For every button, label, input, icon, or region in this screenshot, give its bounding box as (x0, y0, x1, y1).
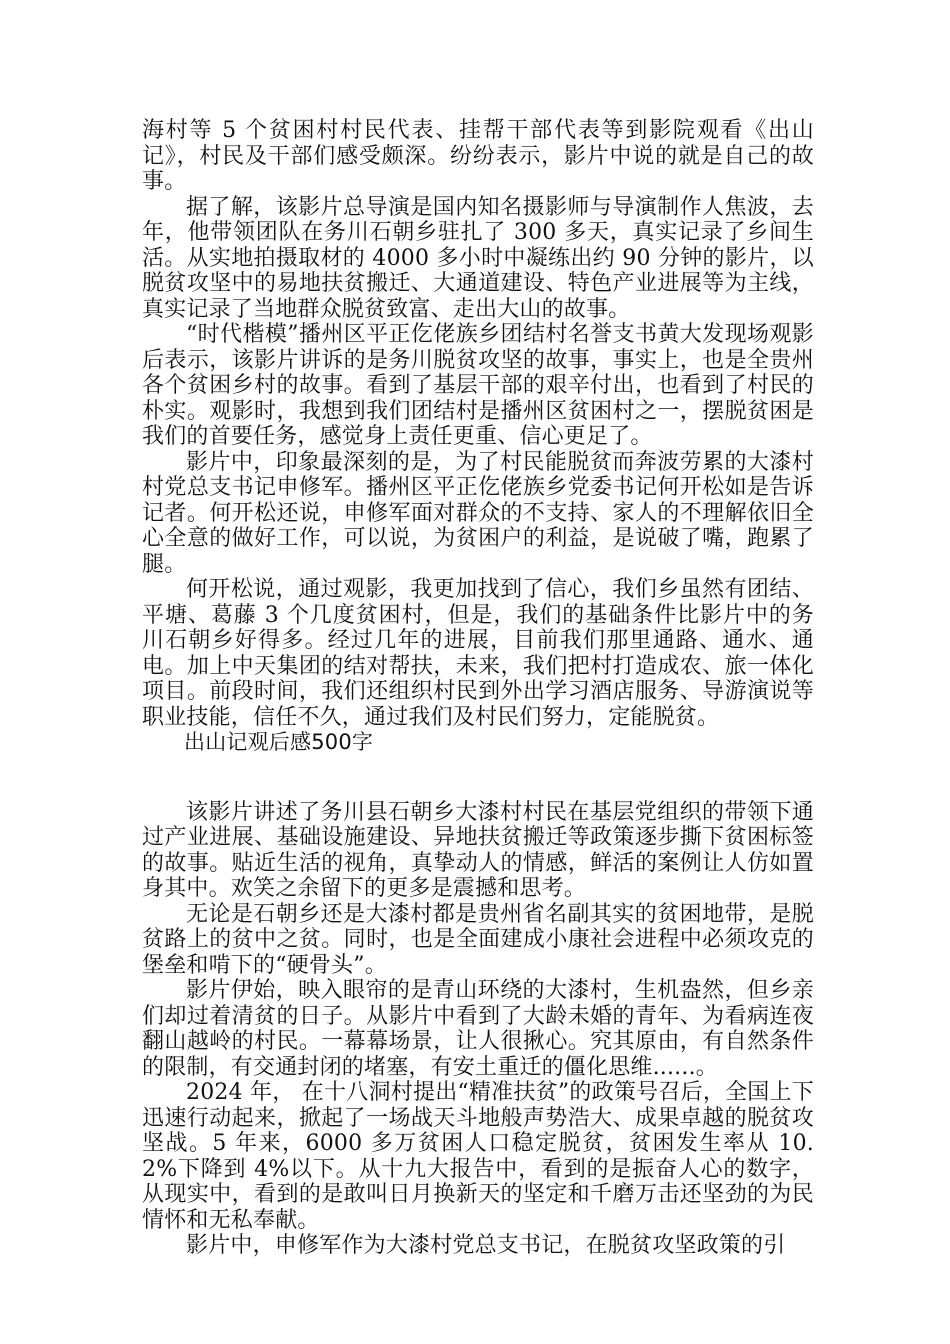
article2-paragraph-4: 2024 年， 在十八洞村提出“精准扶贫”的政策号召后，全国上下迅速行动起来，掀起了一场战天斗地般声势浩大、成果卓越的脱贫攻坚战。5 年来，6000 多万贫困人口稳定脱贫，贫困发生率从 10.2%下降到 4%以下。从十九大报告中，看到的是振奋人心的数字，从现实中，看到的是敢叫日月换新天的坚定和千磨万击还坚劲的为民情怀和无私奉献。 (142, 1080, 814, 1233)
article2-paragraph-5: 影片中，申修军作为大漆村党总支书记，在脱贫攻坚政策的引 (186, 1233, 786, 1258)
article1-paragraph-5: 何开松说，通过观影，我更加找到了信心，我们乡虽然有团结、平塘、葛藤 3 个几度贫困村，但是，我们的基础条件比影片中的务川石朝乡好得多。经过几年的进展，目前我们那里通路、通水、通电。加上中天集团的结对帮扶，未来，我们把村打造成农、旅一体化项目。前段时间，我们还组织村民到外出学习酒店服务、导游演说等职业技能，信任不久，通过我们及村民们努力，定能脱贫。 (142, 577, 814, 730)
article2-title: 出山记观后感500字 (184, 730, 374, 754)
article1-paragraph-3: “时代楷模”播州区平正仡佬族乡团结村名誉支书黄大发现场观影后表示，该影片讲诉的是务川脱贫攻坚的故事，事实上，也是全贵州各个贫困乡村的故事。看到了基层干部的艰辛付出，也看到了村民的朴实。观影时，我想到我们团结村是播州区贫困村之一，摆脱贫困是我们的首要任务，感觉身上责任更重、信心更足了。 (142, 322, 814, 449)
article1-paragraph-2: 据了解，该影片总导演是国内知名摄影师与导演制作人焦波，去年，他带领团队在务川石朝乡驻扎了 300 多天，真实记录了乡间生活。从实地拍摄取材的 4000 多小时中凝练出约 90 分钟的影片，以脱贫攻坚中的易地扶贫搬迁、大通道建设、特色产业进展等为主线，真实记录了当地群众脱贫致富、走出大山的故事。 (142, 194, 814, 322)
article2-paragraph-2: 无论是石朝乡还是大漆村都是贵州省名副其实的贫困地带，是脱贫路上的贫中之贫。同时，也是全面建成小康社会进程中必须攻克的堡垒和啃下的“硬骨头”。 (142, 901, 814, 978)
section-spacer (142, 756, 814, 800)
article1-paragraph-4: 影片中，印象最深刻的是，为了村民能脱贫而奔波劳累的大漆村村党总支书记申修军。播州区平正仡佬族乡党委书记何开松如是告诉记者。何开松还说，申修军面对群众的不支持、家人的不理解依旧全心全意的做好工作，可以说，为贫困户的利益，是说破了嘴，跑累了腿。 (142, 449, 814, 577)
article2-paragraph-3: 影片伊始，映入眼帘的是青山环绕的大漆村，生机盎然，但乡亲们却过着清贫的日子。从影片中看到了大龄未婚的青年、为看病连夜翻山越岭的村民。一幕幕场景，让人很揪心。究其原由，有自然条件的限制，有交通封闭的堵塞，有安土重迁的僵化思维......。 (142, 978, 814, 1080)
article2-paragraph-1: 该影片讲述了务川县石朝乡大漆村村民在基层党组织的带领下通过产业进展、基础设施建设、异地扶贫搬迁等政策逐步撕下贫困标签的故事。贴近生活的视角，真挚动人的情感，鲜活的案例让人仿如置身其中。欢笑之余留下的更多是震撼和思考。 (142, 799, 814, 901)
article1-paragraph-1: 海村等 5 个贫困村村民代表、挂帮干部代表等到影院观看《出山记》，村民及干部们感受颇深。纷纷表示，影片中说的就是自己的故事。 (142, 118, 814, 194)
document-page (142, 118, 814, 1259)
